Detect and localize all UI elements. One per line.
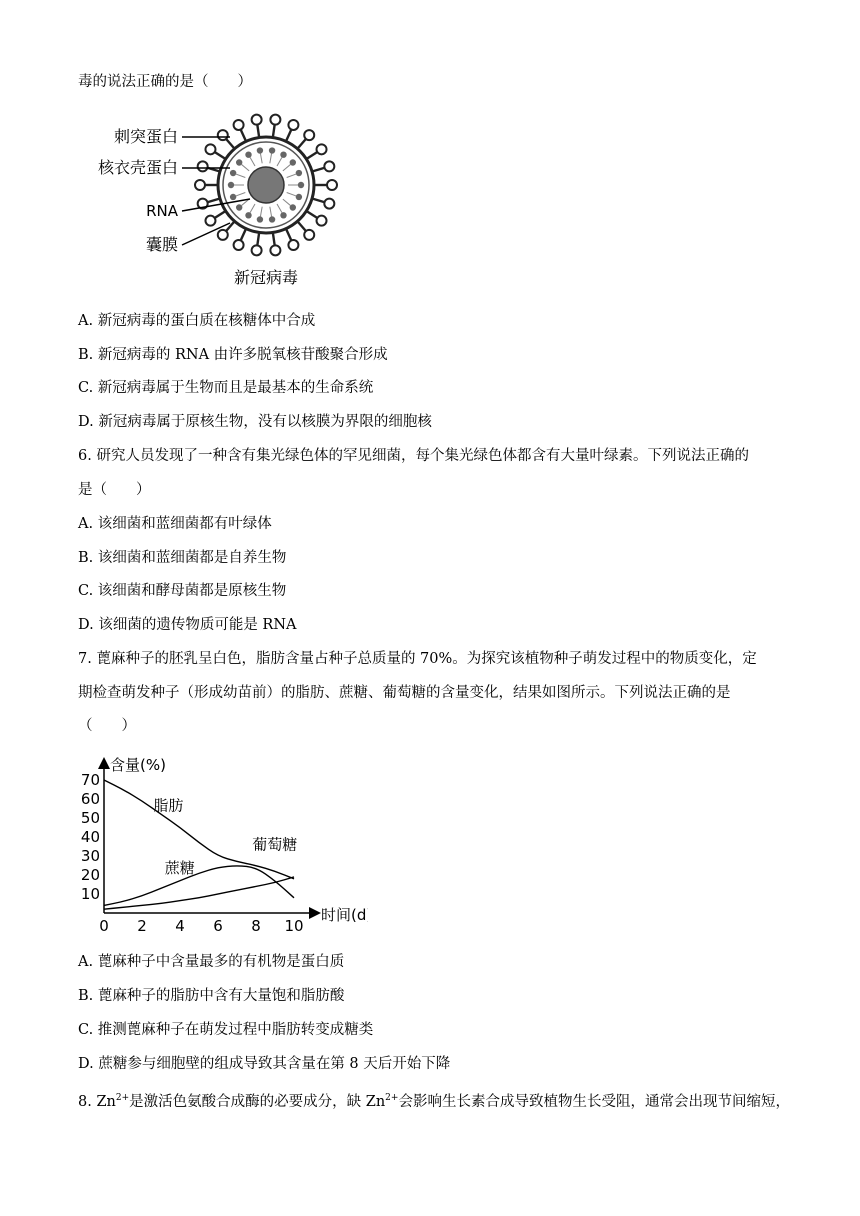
q8-superscript-1: 2+ xyxy=(115,1093,130,1103)
nucleocapsid-protein xyxy=(245,151,251,157)
option-7a: A. 蓖麻种子中含量最多的有机物是蛋白质 xyxy=(78,954,345,970)
label-nucleocapsid-protein: 核衣壳蛋白 xyxy=(97,158,178,177)
option-5b: B. 新冠病毒的 RNA 由许多脱氧核苷酸聚合形成 xyxy=(78,347,388,363)
label-spike-protein: 刺突蛋白 xyxy=(113,127,178,146)
spike-stalk xyxy=(257,124,259,138)
spike-stalk xyxy=(273,124,275,138)
chart-y-tick-label: 60 xyxy=(80,790,100,808)
nucleocapsid-protein xyxy=(257,147,263,153)
nucleocapsid-protein xyxy=(296,170,302,176)
spike-stalk xyxy=(207,199,220,203)
spike-stalk xyxy=(286,129,292,142)
q8-text-start: 8. Zn xyxy=(78,1093,116,1110)
nucleocapsid-protein xyxy=(280,212,286,218)
chart-x-tick-label: 0 xyxy=(99,917,109,935)
chart-series-label: 蔗糖 xyxy=(164,859,195,878)
chart-x-axis-label: 时间(d) xyxy=(321,906,368,924)
option-7b: B. 蓖麻种子的脂肪中含有大量饱和脂肪酸 xyxy=(78,988,345,1004)
spike-stalk xyxy=(312,199,325,203)
spike-head xyxy=(317,216,327,226)
question-8-line-1 xyxy=(78,1088,790,1112)
spike-stalk xyxy=(312,168,325,172)
rna-core xyxy=(248,167,284,203)
chart-x-tick-label: 8 xyxy=(251,917,261,935)
question-7-line-3: （ ） xyxy=(78,718,136,734)
q8-superscript-2: 2+ xyxy=(385,1093,399,1103)
question-6-line-2: 是（ ） xyxy=(78,482,151,498)
virus-diagram xyxy=(80,105,350,290)
chart-y-tick-label: 20 xyxy=(80,866,100,884)
chart-x-tick-label: 6 xyxy=(213,917,223,935)
option-7d: D. 蔗糖参与细胞壁的组成导致其含量在第 8 天后开始下降 xyxy=(78,1056,451,1072)
spike-stalk xyxy=(297,138,306,149)
q8-text-end: 会影响生长素合成导致植物生长受阻，通常会出现节间缩短， xyxy=(398,1093,790,1110)
spike-head xyxy=(234,240,244,250)
spike-head xyxy=(288,120,298,130)
option-6d: D. 该细菌的遗传物质可能是 RNA xyxy=(78,617,297,633)
spike-stalk xyxy=(214,151,226,159)
spike-head xyxy=(252,115,262,125)
option-6a: A. 该细菌和蓝细菌都有叶绿体 xyxy=(78,516,272,532)
option-5a: A. 新冠病毒的蛋白质在核糖体中合成 xyxy=(78,313,316,329)
spike-head xyxy=(270,245,280,255)
spike-stalk xyxy=(240,229,246,242)
label-rna: RNA xyxy=(146,202,178,220)
nucleocapsid-protein xyxy=(228,182,234,188)
chart-y-tick-label: 30 xyxy=(80,847,100,865)
chart-svg xyxy=(78,750,368,940)
option-7c: C. 推测蓖麻种子在萌发过程中脂肪转变成糖类 xyxy=(78,1022,374,1038)
question-5-stem-end: 毒的说法正确的是（ ） xyxy=(78,74,252,90)
option-5d: D. 新冠病毒属于原核生物，没有以核膜为界限的细胞核 xyxy=(78,414,432,430)
spike-head xyxy=(304,130,314,140)
chart-series-line xyxy=(104,866,294,905)
nucleocapsid-protein xyxy=(280,151,286,157)
option-6c: C. 该细菌和酵母菌都是原核生物 xyxy=(78,583,287,599)
spike-stalk xyxy=(225,138,234,149)
spike-stalk xyxy=(297,221,306,232)
content-chart xyxy=(78,750,368,944)
spike-head xyxy=(288,240,298,250)
chart-series-label: 脂肪 xyxy=(153,796,184,815)
spike-stalk xyxy=(273,233,275,247)
spike-stalk xyxy=(240,129,246,142)
spike-stalk xyxy=(286,229,292,242)
question-7-line-1: 7. 蓖麻种子的胚乳呈白色，脂肪含量占种子总质量的 70%。为探究该植物种子萌发过程中的物质变化，定 xyxy=(78,651,757,667)
spike-head xyxy=(198,161,208,171)
spike-stalk xyxy=(306,211,318,219)
chart-series-label: 葡萄糖 xyxy=(252,835,298,854)
chart-x-tick-label: 2 xyxy=(137,917,147,935)
spike-head xyxy=(324,199,334,209)
spike-head xyxy=(324,161,334,171)
chart-y-tick-label: 70 xyxy=(80,771,100,789)
option-5c: C. 新冠病毒属于生物而且是最基本的生命系统 xyxy=(78,380,374,396)
nucleocapsid-protein xyxy=(230,194,236,200)
spike-stalk xyxy=(225,221,234,232)
chart-x-tick-label: 4 xyxy=(175,917,185,935)
chart-y-tick-label: 40 xyxy=(80,828,100,846)
label-envelope: 囊膜 xyxy=(145,235,178,254)
chart-y-tick-label: 50 xyxy=(80,809,100,827)
spike-head xyxy=(218,130,228,140)
nucleocapsid-protein xyxy=(257,216,263,222)
nucleocapsid-protein xyxy=(296,194,302,200)
question-6-line-1: 6. 研究人员发现了一种含有集光绿色体的罕见细菌，每个集光绿色体都含有大量叶绿素。下列说法正确的 xyxy=(78,448,749,464)
q8-text-middle: 是激活色氨酸合成酶的必要成分，缺 Zn xyxy=(129,1093,386,1110)
nucleocapsid-protein xyxy=(269,216,275,222)
chart-y-axis-label: 含量(%) xyxy=(110,756,166,774)
spike-head xyxy=(234,120,244,130)
chart-y-tick-label: 10 xyxy=(80,885,100,903)
option-6b: B. 该细菌和蓝细菌都是自养生物 xyxy=(78,550,287,566)
spike-stalk xyxy=(214,211,226,219)
nucleocapsid-protein xyxy=(230,170,236,176)
spike-head xyxy=(327,180,337,190)
virus-caption: 新冠病毒 xyxy=(233,268,299,287)
chart-x-tick-label: 10 xyxy=(284,917,304,935)
nucleocapsid-protein xyxy=(298,182,304,188)
spike-head xyxy=(205,144,215,154)
spike-head xyxy=(195,180,205,190)
spike-head xyxy=(304,230,314,240)
nucleocapsid-protein xyxy=(245,212,251,218)
question-7-line-2: 期检查萌发种子（形成幼苗前）的脂肪、蔗糖、葡萄糖的含量变化，结果如图所示。下列说法正确的是 xyxy=(78,685,731,701)
spike-stalk xyxy=(306,151,318,159)
spike-head xyxy=(270,115,280,125)
chart-series-line xyxy=(104,780,294,879)
spike-head xyxy=(218,230,228,240)
virus-figure xyxy=(80,105,350,294)
spike-head xyxy=(205,216,215,226)
nucleocapsid-protein xyxy=(269,147,275,153)
spike-head xyxy=(317,144,327,154)
spike-stalk xyxy=(257,233,259,247)
chart-series-line xyxy=(104,877,294,909)
spike-head xyxy=(252,245,262,255)
